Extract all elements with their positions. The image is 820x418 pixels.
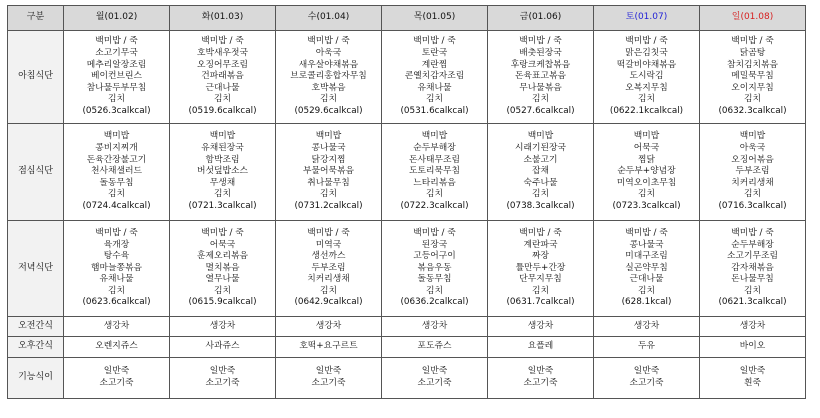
- menu-item: 백미밥 / 죽: [519, 227, 562, 238]
- meal-cell-dinner-wed: [276, 221, 382, 317]
- menu-item: 계란파국: [523, 239, 558, 250]
- menu-item: 포도쥬스: [417, 341, 452, 352]
- menu-item: 김치: [744, 94, 761, 105]
- menu-item: 백미밥 / 죽: [307, 227, 350, 238]
- menu-item: 계란찜: [421, 59, 448, 70]
- meal-cell-dinner-fri: [488, 221, 594, 317]
- menu-item: 탕수육: [103, 251, 130, 262]
- menu-item: 아욱국: [315, 48, 342, 59]
- menu-item: 생강차: [527, 320, 554, 331]
- menu-item: 요플레: [527, 341, 554, 352]
- menu-item: 흰죽: [744, 378, 761, 388]
- menu-item: 일반죽: [315, 366, 342, 377]
- menu-item: 돈육표고볶음: [515, 71, 566, 82]
- meal-cell-amsnack-mon: [64, 317, 170, 337]
- menu-item: 아욱국: [739, 143, 766, 154]
- menu-item: 근대나물: [205, 82, 240, 93]
- menu-item: 김치: [320, 94, 337, 105]
- menu-item: 백미밥 / 죽: [413, 36, 456, 47]
- menu-item: 생선까스: [311, 251, 346, 262]
- menu-item: (0642.9calkcal): [294, 297, 363, 308]
- meal-cell-lunch-wed: [276, 124, 382, 221]
- menu-item: 어묵국: [633, 143, 660, 154]
- day-header-thu: 목(01.05): [382, 6, 488, 31]
- menu-item: 유채된장국: [201, 143, 244, 154]
- menu-item: 소고기죽: [523, 378, 558, 388]
- menu-item: 백미밥: [103, 131, 130, 142]
- menu-item: 오렌지쥬스: [95, 341, 138, 352]
- meal-row-morning: [8, 31, 806, 124]
- menu-item: 햄마늘쫑볶음: [91, 262, 142, 273]
- meal-cell-dinner-sun: [700, 221, 806, 317]
- menu-item: 치커리생채: [731, 177, 774, 188]
- menu-item: 함박조림: [205, 154, 240, 165]
- menu-item: 시래기된장국: [515, 143, 566, 154]
- menu-item: (0722.3calkcal): [400, 200, 469, 211]
- menu-item: 생강차: [633, 320, 660, 331]
- row-label-dinner: 저녁식단: [8, 221, 64, 317]
- menu-item: 김치: [532, 94, 549, 105]
- menu-item: 백미밥 / 죽: [625, 227, 668, 238]
- menu-item: 소고기죽: [417, 378, 452, 388]
- menu-item: (0738.3calkcal): [506, 200, 575, 211]
- meal-cell-func-mon: [64, 358, 170, 399]
- menu-item: 김치: [532, 285, 549, 296]
- menu-item: 미대구조림: [625, 251, 668, 262]
- menu-item: 생강차: [315, 320, 342, 331]
- menu-item: 버섯덮밥소스: [197, 166, 248, 177]
- meal-cell-pmsnack-thu: [382, 337, 488, 358]
- menu-item: 백미밥: [633, 131, 660, 142]
- menu-item: 단무지무침: [519, 274, 562, 285]
- menu-item: 백미밥 / 죽: [413, 227, 456, 238]
- menu-item: 두부조림: [735, 166, 770, 177]
- menu-item: 김치: [638, 94, 655, 105]
- menu-item: 김치: [744, 189, 761, 200]
- menu-item: 일반죽: [103, 366, 130, 377]
- day-header-tue: 화(01.03): [170, 6, 276, 31]
- menu-item: 김치: [214, 189, 231, 200]
- menu-item: 참나물두부무침: [86, 82, 147, 93]
- menu-item: 소고기죽: [205, 378, 240, 388]
- menu-item: 소고기죽: [99, 378, 134, 388]
- menu-item: 생강차: [103, 320, 130, 331]
- meal-cell-morning-sat: [594, 31, 700, 124]
- menu-item: 떡갈비야채볶음: [616, 59, 677, 70]
- menu-item: 볶음우동: [417, 262, 452, 273]
- menu-item: 김치: [638, 189, 655, 200]
- menu-item: 참치김치볶음: [727, 59, 778, 70]
- menu-item: 백미밥 / 죽: [95, 36, 138, 47]
- menu-item: (0716.3calkcal): [718, 200, 787, 211]
- meal-cell-func-sun: [700, 358, 806, 399]
- menu-item: 돌동무침: [417, 274, 452, 285]
- menu-item: 육개장: [103, 239, 130, 250]
- menu-item: 백미밥 / 죽: [625, 36, 668, 47]
- meal-cell-dinner-sat: [594, 221, 700, 317]
- menu-item: (0636.2calkcal): [400, 297, 469, 308]
- menu-item: 사과쥬스: [205, 341, 240, 352]
- menu-item: 김치: [744, 285, 761, 296]
- menu-item: 콩비지찌개: [95, 143, 138, 154]
- menu-item: 김치: [638, 285, 655, 296]
- menu-item: 오징어무조림: [197, 59, 248, 70]
- menu-item: 소고기죽: [311, 378, 346, 388]
- menu-item: 백미밥 / 죽: [731, 36, 774, 47]
- menu-item: 김치: [108, 94, 125, 105]
- meal-cell-pmsnack-sun: [700, 337, 806, 358]
- menu-item: (0615.9calkcal): [188, 297, 257, 308]
- meal-cell-lunch-sat: [594, 124, 700, 221]
- meal-cell-func-tue: [170, 358, 276, 399]
- menu-item: 김치: [532, 189, 549, 200]
- menu-item: 콩나물국: [311, 143, 346, 154]
- menu-item: 백미밥: [315, 131, 342, 142]
- menu-item: 감자채볶음: [731, 262, 774, 273]
- menu-item: (0724.4calkcal): [82, 200, 151, 211]
- meal-row-func: [8, 358, 806, 399]
- menu-item: 김치: [426, 189, 443, 200]
- menu-item: 일반죽: [739, 366, 766, 377]
- meal-cell-lunch-fri: [488, 124, 594, 221]
- day-header-wed: 수(01.04): [276, 6, 382, 31]
- menu-item: 유채나물: [417, 82, 452, 93]
- menu-item: 닭곰탕: [739, 48, 766, 59]
- menu-item: 메밀묵무침: [731, 71, 774, 82]
- menu-item: 백미밥: [421, 131, 448, 142]
- menu-item: 바이오: [739, 341, 766, 352]
- menu-item: 소고기무조림: [727, 251, 778, 262]
- menu-item: 고등어구이: [413, 251, 456, 262]
- header-row: [8, 6, 806, 31]
- menu-item: 호박새우젓국: [197, 48, 248, 59]
- meal-cell-func-wed: [276, 358, 382, 399]
- row-label-lunch: 점심식단: [8, 124, 64, 221]
- day-header-sun: 일(01.08): [700, 6, 806, 31]
- menu-item: 부물어묵볶음: [303, 166, 354, 177]
- menu-item: 새우살야채볶음: [298, 59, 359, 70]
- menu-item: (0622.1kcalkcal): [609, 105, 684, 116]
- menu-item: 어묵국: [209, 239, 236, 250]
- meal-cell-amsnack-wed: [276, 317, 382, 337]
- menu-item: 일반죽: [633, 366, 660, 377]
- meal-cell-dinner-tue: [170, 221, 276, 317]
- meal-cell-pmsnack-sat: [594, 337, 700, 358]
- meal-cell-pmsnack-tue: [170, 337, 276, 358]
- menu-item: 멸치볶음: [205, 262, 240, 273]
- row-label-morning: 아침식단: [8, 31, 64, 124]
- menu-item: 토란국: [421, 48, 448, 59]
- menu-item: 호떡+요구르트: [299, 341, 358, 352]
- menu-item: 맑은김칫국: [625, 48, 668, 59]
- menu-item: (0731.2calkcal): [294, 200, 363, 211]
- menu-item: 백미밥: [739, 131, 766, 142]
- menu-item: (0632.3calkcal): [718, 105, 787, 116]
- menu-item: 소불고기: [523, 154, 558, 165]
- meal-cell-amsnack-tue: [170, 317, 276, 337]
- menu-item: 오복지무침: [625, 82, 668, 93]
- meal-cell-pmsnack-wed: [276, 337, 382, 358]
- menu-item: 무생채: [209, 177, 236, 188]
- menu-item: 후랑크케찹볶음: [510, 59, 571, 70]
- menu-item: 훈제오리볶음: [197, 251, 248, 262]
- menu-item: 배춧된장국: [519, 48, 562, 59]
- menu-item: 돈육간장불고기: [86, 154, 147, 165]
- meal-cell-dinner-mon: [64, 221, 170, 317]
- menu-item: 콘옐치감자조림: [404, 71, 465, 82]
- meal-cell-pmsnack-fri: [488, 337, 594, 358]
- menu-item: (0531.6calkcal): [400, 105, 469, 116]
- menu-item: 백미밥: [209, 131, 236, 142]
- menu-item: 오징어볶음: [731, 154, 774, 165]
- meal-row-dinner: [8, 221, 806, 317]
- menu-item: 실곤약무침: [625, 262, 668, 273]
- menu-item: (0527.6calkcal): [506, 105, 575, 116]
- meal-cell-amsnack-sat: [594, 317, 700, 337]
- menu-item: 유채나물: [99, 274, 134, 285]
- meal-cell-amsnack-sun: [700, 317, 806, 337]
- menu-item: 천사채샐러드: [91, 166, 142, 177]
- menu-item: 숙주나물: [523, 177, 558, 188]
- menu-item: 메추리알장조림: [86, 59, 147, 70]
- menu-item: 느타리볶음: [413, 177, 456, 188]
- menu-item: 된장국: [421, 239, 448, 250]
- menu-item: 백미밥 / 죽: [731, 227, 774, 238]
- menu-item: 콩나물국: [629, 239, 664, 250]
- menu-item: 생강차: [209, 320, 236, 331]
- menu-item: 호박볶음: [311, 82, 346, 93]
- day-header-sat: 토(01.07): [594, 6, 700, 31]
- menu-item: (0623.6calkcal): [82, 297, 151, 308]
- meal-cell-morning-fri: [488, 31, 594, 124]
- menu-item: 김치: [214, 94, 231, 105]
- menu-item: 건파래볶음: [201, 71, 244, 82]
- menu-item: 김치: [108, 285, 125, 296]
- menu-item: 두유: [638, 341, 655, 352]
- menu-item: (0519.6calkcal): [188, 105, 257, 116]
- row-label-pmsnack: 오후간식: [8, 337, 64, 358]
- menu-item: 백미밥 / 죽: [307, 36, 350, 47]
- day-header-fri: 금(01.06): [488, 6, 594, 31]
- menu-item: 짜장: [532, 251, 549, 262]
- meal-cell-amsnack-fri: [488, 317, 594, 337]
- menu-item: 김치: [320, 189, 337, 200]
- menu-item: 백미밥 / 죽: [95, 227, 138, 238]
- menu-item: 브로콜리홍합자무침: [290, 71, 367, 82]
- meal-cell-func-thu: [382, 358, 488, 399]
- meal-cell-morning-thu: [382, 31, 488, 124]
- meal-cell-morning-tue: [170, 31, 276, 124]
- menu-item: 김치: [426, 94, 443, 105]
- menu-item: 김치: [214, 285, 231, 296]
- menu-item: 순두부해장: [413, 143, 456, 154]
- meal-cell-func-fri: [488, 358, 594, 399]
- menu-item: 돌동무침: [99, 177, 134, 188]
- menu-item: 두부조림: [311, 262, 346, 273]
- menu-item: (0631.7calkcal): [506, 297, 575, 308]
- meal-row-amsnack: [8, 317, 806, 337]
- day-header-mon: 월(01.02): [64, 6, 170, 31]
- menu-item: 근대나물: [629, 274, 664, 285]
- menu-item: 치커리생채: [307, 274, 350, 285]
- meal-cell-dinner-thu: [382, 221, 488, 317]
- menu-item: 김치: [108, 189, 125, 200]
- menu-item: 돈사태무조림: [409, 154, 460, 165]
- menu-item: 생강차: [421, 320, 448, 331]
- menu-item: 무나물볶음: [519, 82, 562, 93]
- meal-cell-lunch-tue: [170, 124, 276, 221]
- menu-item: 베이컨브린스: [91, 71, 142, 82]
- menu-item: 백미밥 / 죽: [519, 36, 562, 47]
- menu-item: 닭강지찜: [311, 154, 346, 165]
- menu-item: 일반죽: [527, 366, 554, 377]
- weekly-meal-table: [7, 5, 806, 399]
- menu-item: (628.1kcal): [621, 297, 672, 308]
- meal-cell-morning-wed: [276, 31, 382, 124]
- menu-item: 백미밥 / 죽: [201, 227, 244, 238]
- menu-item: 김치: [320, 285, 337, 296]
- menu-item: (0529.6calkcal): [294, 105, 363, 116]
- meal-cell-amsnack-thu: [382, 317, 488, 337]
- menu-item: 도시락김: [629, 71, 664, 82]
- menu-item: 생강차: [739, 320, 766, 331]
- menu-item: 일반죽: [421, 366, 448, 377]
- menu-item: 돈나물무침: [731, 274, 774, 285]
- meal-row-pmsnack: [8, 337, 806, 358]
- menu-item: 백미밥 / 죽: [201, 36, 244, 47]
- menu-item: (0723.3calkcal): [612, 200, 681, 211]
- menu-item: 김치: [426, 285, 443, 296]
- menu-item: 찜닭: [638, 154, 655, 165]
- menu-item: 잡채: [532, 166, 549, 177]
- menu-item: (0621.3calkcal): [718, 297, 787, 308]
- menu-item: (0526.3calkcal): [82, 105, 151, 116]
- header-corner: 구분: [8, 6, 64, 31]
- meal-row-lunch: [8, 124, 806, 221]
- menu-item: 미역국: [315, 239, 342, 250]
- menu-item: 일반죽: [209, 366, 236, 377]
- menu-item: 미역오이초무침: [616, 177, 677, 188]
- menu-item: 도토리묵무침: [409, 166, 460, 177]
- menu-item: 소고기무국: [95, 48, 138, 59]
- menu-item: 튤만두+간장: [515, 262, 566, 273]
- menu-item: 순두부+양념장: [617, 166, 676, 177]
- menu-item: 소고기죽: [629, 378, 664, 388]
- meal-cell-lunch-thu: [382, 124, 488, 221]
- menu-item: 백미밥: [527, 131, 554, 142]
- meal-cell-lunch-sun: [700, 124, 806, 221]
- meal-cell-func-sat: [594, 358, 700, 399]
- menu-item: 오이지무침: [731, 82, 774, 93]
- meal-cell-lunch-mon: [64, 124, 170, 221]
- meal-cell-pmsnack-mon: [64, 337, 170, 358]
- menu-item: 취나물무침: [307, 177, 350, 188]
- meal-cell-morning-mon: [64, 31, 170, 124]
- menu-item: 열무나물: [205, 274, 240, 285]
- menu-item: (0721.3calkcal): [188, 200, 257, 211]
- row-label-func: 기능식이: [8, 358, 64, 399]
- menu-item: 순두부해장: [731, 239, 774, 250]
- row-label-amsnack: 오전간식: [8, 317, 64, 337]
- meal-cell-morning-sun: [700, 31, 806, 124]
